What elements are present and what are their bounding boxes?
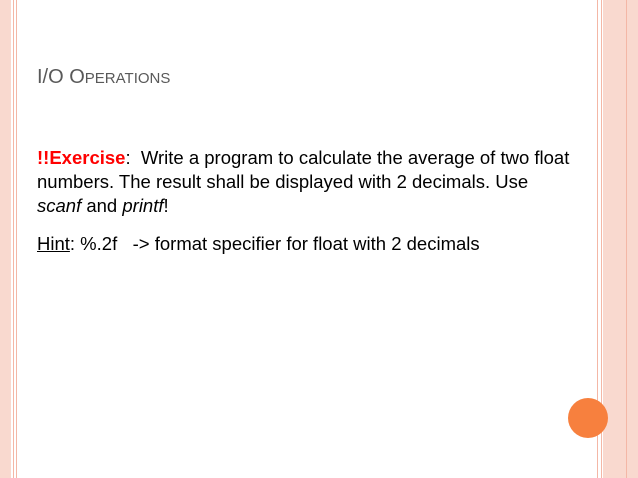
printf-term: printf <box>122 195 164 216</box>
exercise-paragraph <box>37 146 577 218</box>
accent-circle <box>568 398 608 438</box>
exercise-text: Write a program to calculate the average of two float numbers. The result shall be displayed with 2 decimals. Use <box>37 147 570 192</box>
hint-text: : %.2f -> format specifier for float with 2 decimals <box>69 233 480 254</box>
right-border-band <box>603 0 638 478</box>
title-text-caps: I/O O <box>37 66 85 88</box>
left-border-line <box>13 0 14 478</box>
exercise-separator: : <box>125 147 141 168</box>
title-text-small-caps: PERATIONS <box>84 70 171 87</box>
exercise-and: and <box>81 195 123 216</box>
left-border-line <box>16 0 17 478</box>
exercise-end: ! <box>163 195 169 216</box>
hint-paragraph <box>37 232 577 256</box>
slide-title <box>37 65 170 91</box>
right-border-line <box>626 0 627 478</box>
slide-body <box>37 146 577 270</box>
left-border-band <box>0 0 11 478</box>
hint-label: Hint <box>37 233 70 254</box>
scanf-term: scanf <box>37 195 82 216</box>
exercise-label: !!Exercise <box>37 147 126 168</box>
